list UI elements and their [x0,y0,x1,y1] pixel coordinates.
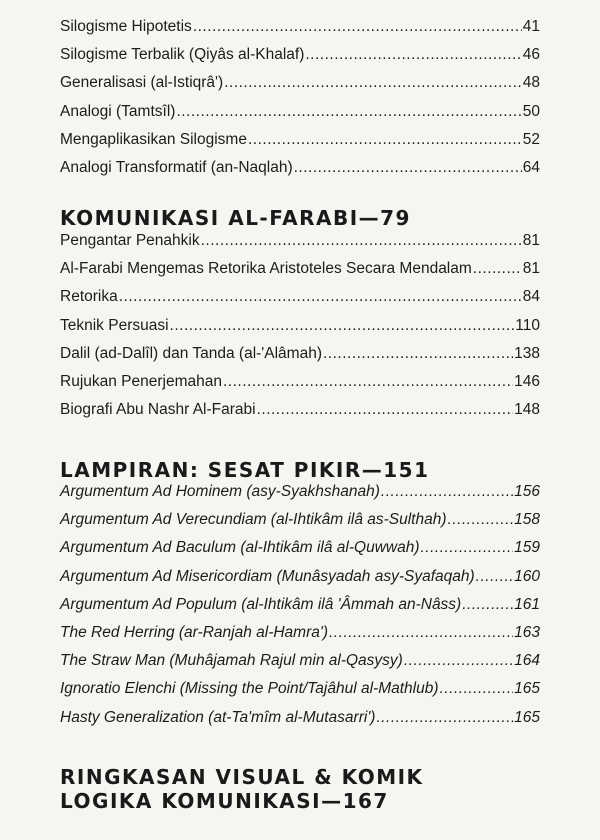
leader-dots [329,624,513,642]
leader-dots [448,511,514,529]
toc-entry[interactable] [60,511,540,539]
toc-entry-title: Analogi (Tamtsîl) [60,102,176,120]
toc-entry-title: Argumentum Ad Baculum (al-Ihtikâm ilâ al-Quwwah) [60,539,420,557]
leader-dots [224,74,522,92]
toc-entry-title: Teknik Persuasi [60,316,169,334]
toc-entry-title: The Straw Man (Muhâjamah Rajul min al-Qasysy) [60,652,403,670]
toc-entry-page: 138 [514,344,540,362]
leader-dots [119,288,522,306]
leader-dots [323,345,513,363]
toc-entry[interactable] [60,652,540,680]
section-heading-farabi: KOMUNIKASI AL-FARABI—79 [60,206,411,230]
toc-entry-page: 165 [514,680,540,698]
toc-entry-page: 52 [522,130,540,148]
toc-entry-page: 110 [515,316,540,334]
toc-group-logic [60,18,540,187]
toc-entry[interactable] [60,159,540,187]
toc-entry-title: Mengaplikasikan Silogisme [60,130,247,148]
toc-entry-title: Analogi Transformatif (an-Naqlah) [60,158,293,176]
leader-dots [176,103,521,121]
section-heading-lampiran: LAMPIRAN: SESAT PIKIR—151 [60,458,430,482]
toc-entry[interactable] [60,483,540,511]
toc-entry-title: Ignoratio Elenchi (Missing the Point/Tajâhul al-Mathlub) [60,680,439,698]
toc-entry-page: 159 [514,539,540,557]
toc-entry[interactable] [60,103,540,131]
toc-entry-title: Argumentum Ad Misericordiam (Munâsyadah asy-Syafaqah) [60,567,475,585]
leader-dots [440,680,514,698]
toc-entry-page: 160 [514,567,540,585]
toc-entry-page: 148 [514,401,540,419]
toc-entry-page: 163 [514,623,540,641]
toc-entry-title: Argumentum Ad Hominem (asy-Syakhshanah) [60,483,380,500]
toc-entry-title: Retorika [60,288,118,306]
toc-entry-page: 41 [522,18,540,35]
toc-entry[interactable] [60,709,540,737]
toc-entry[interactable] [60,568,540,596]
toc-entry[interactable] [60,288,540,316]
leader-dots [462,596,513,614]
toc-entry[interactable] [60,624,540,652]
toc-entry-title: Dalil (ad-Dalîl) dan Tanda (al-'Alâmah) [60,344,322,362]
leader-dots [421,539,514,557]
toc-entry-page: 48 [522,74,540,92]
toc-entry[interactable] [60,74,540,102]
toc-entry-title: Hasty Generalization (at-Ta'mîm al-Mutasarri') [60,708,376,726]
toc-entry[interactable] [60,46,540,74]
toc-entry-title: Silogisme Hipotetis [60,18,192,35]
toc-entry[interactable] [60,345,540,373]
leader-dots [201,232,522,250]
toc-entry[interactable] [60,317,540,345]
leader-dots [257,401,514,419]
toc-entry-title: Biografi Abu Nashr Al-Farabi [60,401,256,419]
toc-entry[interactable] [60,260,540,288]
leader-dots [376,709,513,727]
toc-entry[interactable] [60,680,540,708]
toc-entry-title: Generalisasi (al-Istiqrâ') [60,74,224,92]
section-heading-line: RINGKASAN VISUAL & KOMIK [60,765,424,789]
leader-dots [381,483,513,501]
toc-entry-page: 165 [514,708,540,726]
toc-entry[interactable] [60,539,540,567]
toc-entry[interactable] [60,18,540,46]
leader-dots [294,159,522,177]
toc-entry[interactable] [60,131,540,159]
toc-entry-page: 81 [522,260,540,278]
toc-entry-page: 64 [522,158,540,176]
toc-entry-title: Argumentum Ad Populum (al-Ihtikâm ilâ 'Âmmah an-Nâss) [60,595,462,613]
section-heading-ringkasan [60,765,560,813]
toc-entry[interactable] [60,373,540,401]
leader-dots [170,317,515,335]
toc-group-lampiran [60,483,540,737]
leader-dots [223,373,513,391]
toc-entry-page: 46 [522,46,540,64]
leader-dots [473,260,522,278]
toc-entry-title: Silogisme Terbalik (Qiyâs al-Khalaf) [60,46,305,64]
section-heading-line: LOGIKA KOMUNIKASI—167 [60,789,389,813]
toc-entry-title: The Red Herring (ar-Ranjah al-Hamra') [60,623,328,641]
toc-entry-page: 161 [514,595,540,613]
leader-dots [476,568,513,586]
leader-dots [193,18,522,36]
toc-entry-page: 146 [514,372,540,390]
toc-entry-title: Pengantar Penahkik [60,232,200,249]
toc-entry-title: Rujukan Penerjemahan [60,372,222,390]
toc-entry-page: 84 [522,288,540,306]
toc-entry-page: 164 [514,652,540,670]
toc-entry-page: 158 [514,511,540,529]
toc-entry[interactable] [60,596,540,624]
leader-dots [404,652,513,670]
leader-dots [305,46,521,64]
toc-entry-page: 81 [522,232,540,249]
toc-entry[interactable] [60,401,540,429]
toc-group-farabi [60,232,540,429]
toc-entry[interactable] [60,232,540,260]
toc-entry-title: Al-Farabi Mengemas Retorika Aristoteles Secara Mendalam [60,260,472,278]
toc-entry-title: Argumentum Ad Verecundiam (al-Ihtikâm ilâ as-Sulthah) [60,511,447,529]
toc-entry-page: 50 [522,102,540,120]
toc-entry-page: 156 [514,483,540,500]
leader-dots [248,131,522,149]
